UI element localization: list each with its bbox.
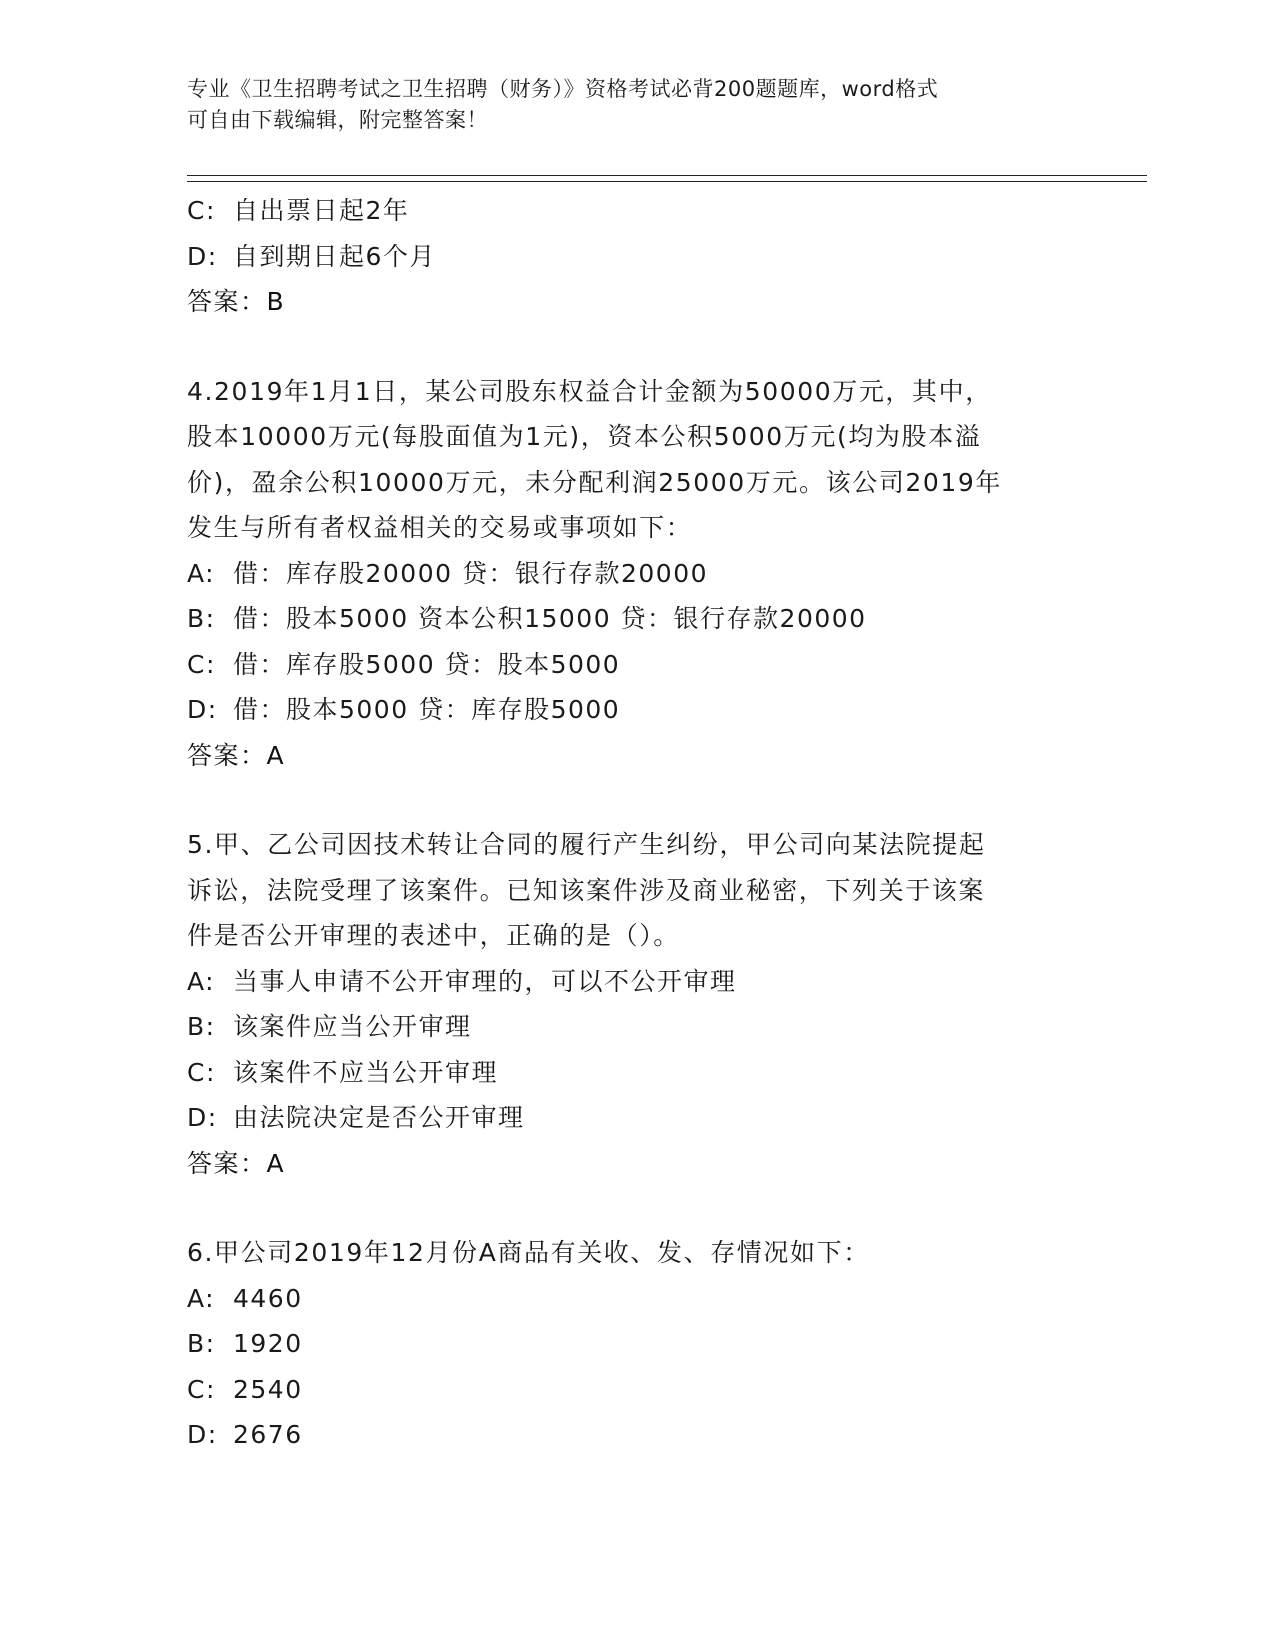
question-4 (187, 369, 1087, 779)
option-a (187, 959, 1087, 1005)
option-a (187, 1276, 1087, 1322)
option-b (187, 1321, 1087, 1367)
option-key: C: (187, 196, 216, 225)
spacer (187, 1186, 1087, 1230)
document-header (187, 74, 1087, 136)
question-6 (187, 1230, 1087, 1458)
header-divider-bottom (187, 181, 1147, 182)
option-c (187, 1050, 1087, 1096)
question-3 (187, 188, 1087, 325)
option-key: C: (187, 1057, 216, 1087)
option-c (187, 642, 1087, 688)
option-text: 由法院决定是否公开审理 (233, 1103, 525, 1132)
option-key: D: (187, 695, 218, 724)
option-key: D: (187, 1103, 218, 1132)
option-text: 该案件不应当公开审理 (233, 1057, 499, 1087)
stem-line: 4.2019年1月1日，某公司股东权益合计金额为50000万元，其中， (187, 376, 992, 406)
option-key: A: (187, 558, 216, 588)
document-body (187, 188, 1087, 1458)
option-text: 4460 (233, 1283, 303, 1313)
header-divider-top (187, 175, 1147, 176)
option-text: 当事人申请不公开审理的，可以不公开审理 (233, 966, 737, 996)
option-text: 1920 (233, 1329, 303, 1358)
question-stem (187, 1230, 1087, 1276)
option-a (187, 551, 1087, 597)
stem-line: 件是否公开审理的表述中，正确的是（）。 (187, 921, 680, 950)
option-text: 借：股本5000 贷：库存股5000 (233, 695, 621, 724)
header-line-1: 专业《卫生招聘考试之卫生招聘（财务）》资格考试必背200题题库，word格式 (187, 77, 939, 101)
stem-line: 价)，盈余公积10000万元，未分配利润25000万元。该公司2019年 (187, 467, 1003, 497)
option-c (187, 1367, 1087, 1413)
option-key: C: (187, 649, 216, 679)
option-key: A: (187, 966, 216, 996)
option-text: 该案件应当公开审理 (233, 1012, 472, 1041)
option-b (187, 596, 1087, 642)
option-key: B: (187, 604, 216, 633)
question-stem (187, 822, 1087, 959)
option-d (187, 1412, 1087, 1458)
option-text: 2676 (233, 1420, 303, 1449)
stem-line: 诉讼，法院受理了该案件。已知该案件涉及商业秘密，下列关于该案 (187, 875, 986, 905)
option-text: 自出票日起2年 (233, 196, 410, 225)
answer-line: 答案：B (187, 287, 286, 316)
question-5 (187, 822, 1087, 1186)
option-text: 借：库存股5000 贷：股本5000 (233, 649, 621, 679)
stem-line: 股本10000万元(每股面值为1元)，资本公积5000万元(均为股本溢 (187, 422, 982, 451)
option-c (187, 188, 1087, 234)
option-d (187, 1095, 1087, 1141)
option-d (187, 234, 1087, 280)
stem-line: 发生与所有者权益相关的交易或事项如下： (187, 513, 693, 542)
header-line-2: 可自由下载编辑，附完整答案！ (187, 108, 488, 132)
option-key: C: (187, 1374, 216, 1404)
spacer (187, 778, 1087, 822)
option-text: 借：库存股20000 贷：银行存款20000 (233, 558, 709, 588)
option-key: D: (187, 1420, 218, 1449)
option-key: A: (187, 1283, 216, 1313)
question-stem (187, 369, 1087, 551)
stem-line: 6.甲公司2019年12月份A商品有关收、发、存情况如下： (187, 1238, 870, 1267)
answer-line: 答案：A (187, 740, 286, 770)
option-key: D: (187, 241, 218, 271)
option-text: 借：股本5000 资本公积15000 贷：银行存款20000 (233, 604, 867, 633)
option-b (187, 1004, 1087, 1050)
option-key: B: (187, 1012, 216, 1041)
option-text: 2540 (233, 1374, 303, 1404)
answer-line: 答案：A (187, 1148, 286, 1178)
stem-line: 5.甲、乙公司因技术转让合同的履行产生纠纷，甲公司向某法院提起 (187, 830, 986, 859)
option-text: 自到期日起6个月 (233, 241, 436, 271)
spacer (187, 325, 1087, 369)
option-d (187, 687, 1087, 733)
option-key: B: (187, 1329, 216, 1358)
